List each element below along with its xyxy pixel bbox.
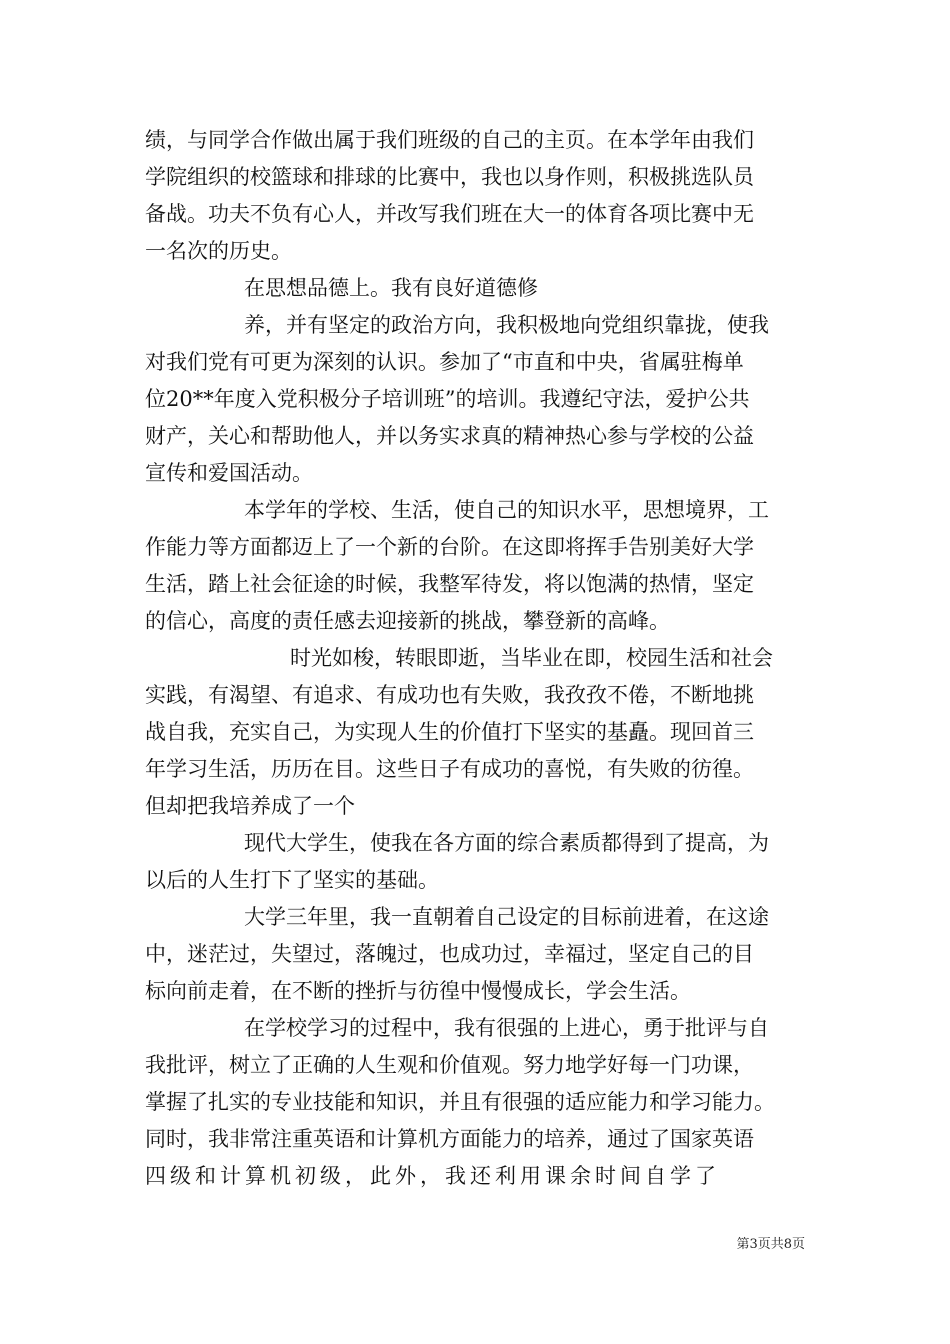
text-line: 养，并有坚定的政治方向，我积极地向党组织靠拢，使我 <box>244 313 769 337</box>
text-line: 现代大学生，使我在各方面的综合素质都得到了提高，为 <box>244 831 769 855</box>
text-line: 位20**年度入党积极分子培训班”的培训。我遵纪守法，爱护公共 <box>145 387 750 411</box>
text-line: 同时，我非常注重英语和计算机方面能力的培养，通过了国家英语 <box>145 1127 754 1151</box>
text-line: 生活，踏上社会征途的时候，我整军待发，将以饱满的热情，坚定 <box>145 572 754 596</box>
text-line: 掌握了扎实的专业技能和知识，并且有很强的适应能力和学习能力。 <box>145 1090 775 1114</box>
text-line: 本学年的学校、生活，使自己的知识水平，思想境界，工 <box>244 498 769 522</box>
text-line: 我批评，树立了正确的人生观和价值观。努力地学好每一门功课， <box>145 1053 754 1077</box>
text-line: 备战。功夫不负有心人，并改写我们班在大一的体育各项比赛中无 <box>145 202 754 226</box>
text-line: 但却把我培养成了一个 <box>145 794 355 818</box>
text-line: 对我们党有可更为深刻的认识。参加了“市直和中央，省属驻梅单 <box>145 350 744 374</box>
text-line: 的信心，高度的责任感去迎接新的挑战，攀登新的高峰。 <box>145 609 670 633</box>
text-line: 以后的人生打下了坚实的基础。 <box>145 868 439 892</box>
text-line: 在学校学习的过程中，我有很强的上进心，勇于批评与自 <box>244 1016 769 1040</box>
text-line: 一名次的历史。 <box>145 239 292 263</box>
text-line: 学院组织的校篮球和排球的比赛中，我也以身作则，积极挑选队员 <box>145 165 754 189</box>
text-line: 时光如梭，转眼即逝，当毕业在即，校园生活和社会 <box>290 646 773 670</box>
text-line: 实践，有渴望、有追求、有成功也有失败，我孜孜不倦，不断地挑 <box>145 683 754 707</box>
text-line: 年学习生活，历历在目。这些日子有成功的喜悦，有失败的彷徨。 <box>145 757 754 781</box>
text-line: 宣传和爱国活动。 <box>145 461 313 485</box>
text-line: 绩，与同学合作做出属于我们班级的自己的主页。在本学年由我们 <box>145 128 754 152</box>
text-line: 中，迷茫过，失望过，落魄过，也成功过，幸福过，坚定自己的目 <box>145 942 754 966</box>
text-line: 四级和计算机初级，此外，我还利用课余时间自学了 <box>145 1164 720 1188</box>
text-line: 大学三年里，我一直朝着自己设定的目标前进着，在这途 <box>244 905 769 929</box>
text-line: 在思想品德上。我有良好道德修 <box>244 276 538 300</box>
text-line: 财产，关心和帮助他人，并以务实求真的精神热心参与学校的公益 <box>145 424 754 448</box>
text-line: 战自我，充实自己，为实现人生的价值打下坚实的基矗。现回首三 <box>145 720 754 744</box>
page-number-footer: 第3页共8页 <box>736 1237 805 1252</box>
text-line: 标向前走着，在不断的挫折与彷徨中慢慢成长，学会生活。 <box>145 979 691 1003</box>
text-line: 作能力等方面都迈上了一个新的台阶。在这即将挥手告别美好大学 <box>145 535 754 559</box>
